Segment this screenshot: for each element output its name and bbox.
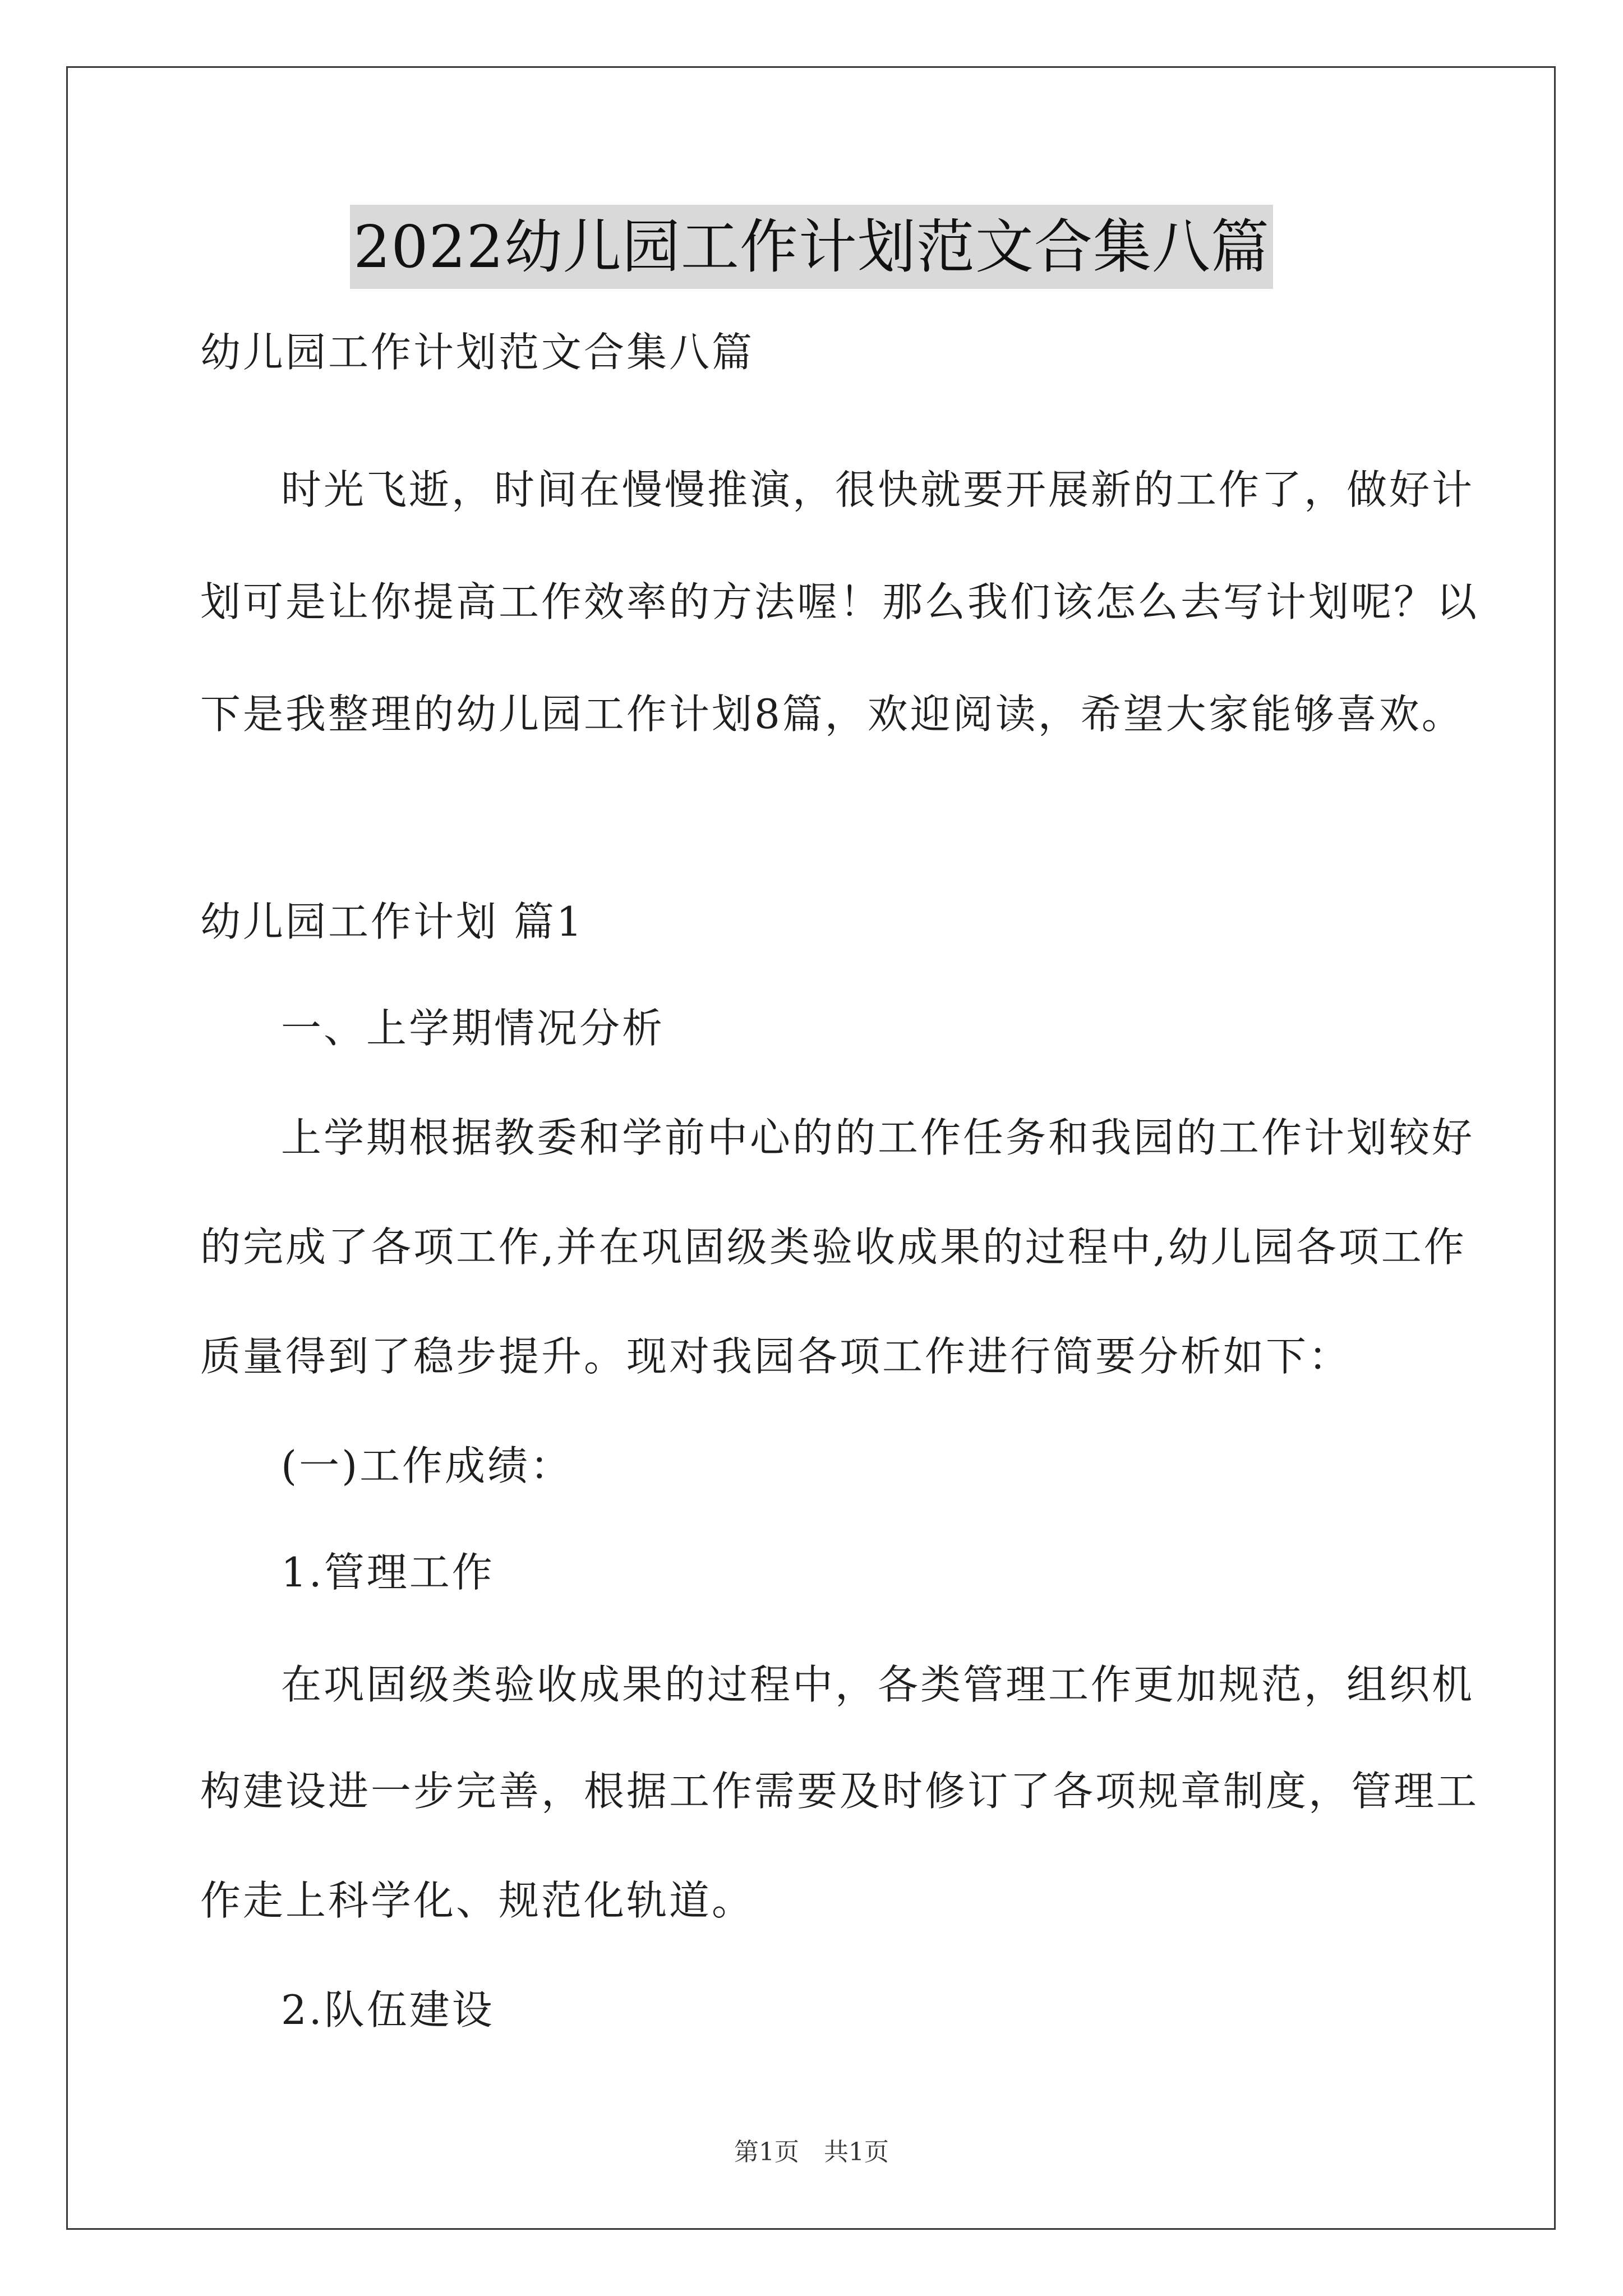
document-title: 2022幼儿园工作计划范文合集八篇: [350, 205, 1273, 289]
page-number-total: 共1页: [824, 2138, 889, 2166]
paragraph-line: 下是我整理的幼儿园工作计划8篇，欢迎阅读，希望大家能够喜欢。: [200, 691, 1464, 738]
subheading-line: 2.队伍建设: [281, 1986, 495, 2033]
paragraph-line: 划可是让你提高工作效率的方法喔！那么我们该怎么去写计划呢？以: [200, 578, 1479, 625]
paragraph-line: 上学期根据教委和学前中心的的工作任务和我园的工作计划较好: [281, 1114, 1475, 1161]
paragraph-line: 的完成了各项工作,并在巩固级类验收成果的过程中,幼儿园各项工作: [200, 1223, 1467, 1271]
subtitle-line: 幼儿园工作计划范文合集八篇: [200, 329, 755, 376]
paragraph-line: 构建设进一步完善，根据工作需要及时修订了各项规章制度，管理工: [200, 1768, 1479, 1815]
subheading-line: 1.管理工作: [281, 1549, 495, 1596]
subheading-line: 一、上学期情况分析: [281, 1005, 665, 1052]
paragraph-line: 时光飞逝，时间在慢慢推演，很快就要开展新的工作了，做好计: [281, 466, 1475, 513]
paragraph-line: 作走上科学化、规范化轨道。: [200, 1877, 755, 1924]
page-footer: [0, 2132, 1623, 2168]
paragraph-line: 在巩固级类验收成果的过程中，各类管理工作更加规范，组织机: [281, 1661, 1475, 1708]
subheading-line: (一)工作成绩：: [281, 1442, 573, 1489]
title-container: [0, 205, 1623, 289]
section-heading: 幼儿园工作计划 篇1: [200, 898, 584, 945]
page-number-current: 第1页: [734, 2138, 799, 2166]
paragraph-line: 质量得到了稳步提升。现对我园各项工作进行简要分析如下：: [200, 1333, 1352, 1380]
